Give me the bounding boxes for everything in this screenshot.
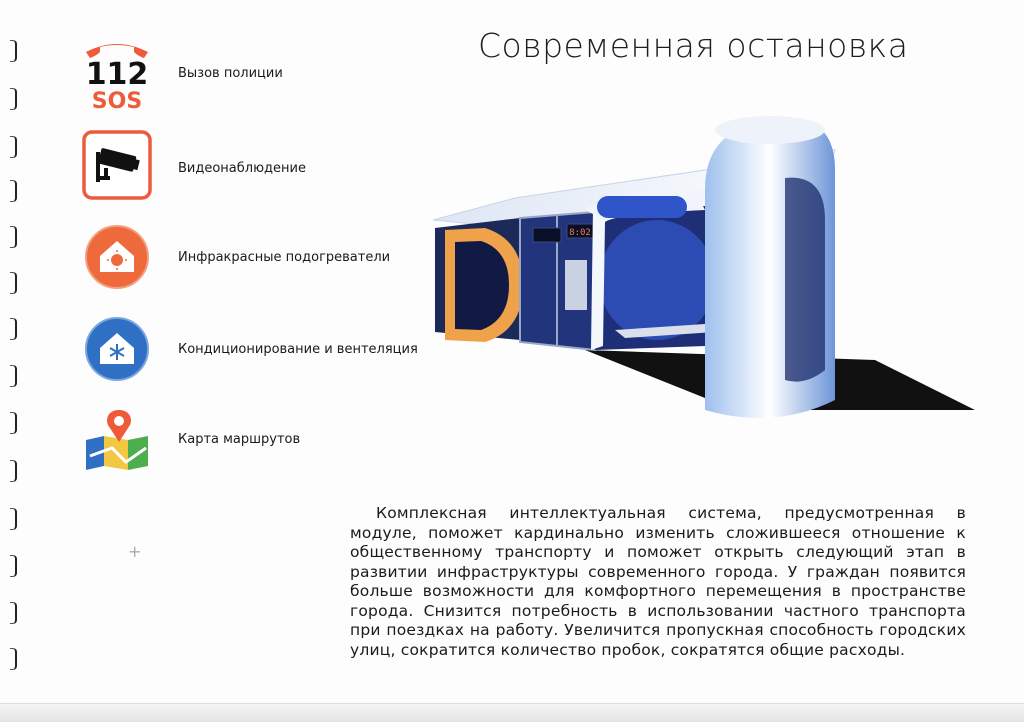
bus-stop-illustration bbox=[405, 110, 985, 440]
feature-label: Вызов полиции bbox=[178, 65, 283, 81]
heater-house-icon bbox=[82, 222, 152, 292]
sos-phone-icon bbox=[82, 38, 152, 108]
route-map-icon bbox=[82, 404, 152, 474]
spiral-binding bbox=[0, 0, 22, 722]
badge-112: 112 bbox=[85, 57, 149, 92]
registration-mark: + bbox=[128, 542, 142, 561]
feature-police-call bbox=[82, 38, 283, 108]
feature-label: Инфракрасные подогреватели bbox=[178, 249, 391, 265]
cctv-camera-icon bbox=[82, 130, 152, 200]
feature-label: Карта маршрутов bbox=[178, 431, 301, 447]
badge-sos: SOS bbox=[91, 89, 143, 110]
feature-video-surveillance bbox=[82, 130, 306, 200]
feature-label: Видеонаблюдение bbox=[178, 160, 306, 176]
page-edge bbox=[0, 703, 1024, 722]
feature-air-conditioning bbox=[82, 314, 418, 384]
stop-display: 8:02 bbox=[569, 228, 591, 238]
feature-infrared-heaters bbox=[82, 222, 390, 292]
snowflake-house-icon bbox=[82, 314, 152, 384]
description-paragraph: Комплексная интеллектуальная система, предусмотренная в модуле, поможет кардинально изменить сложившееся отношение к общественному транспорту и поможет открыть следующий этап в развитии инфраструктуры современного города. У граждан появится больше возможности для комфортного перемещения в пространстве города. Снизится потребность в использовании частного транспорта при поездках на работу. Увеличится пропускная способность городских улиц, сократится количество пробок, сократятся общие расходы. bbox=[350, 504, 966, 659]
page-title: Современная остановка bbox=[478, 26, 909, 65]
feature-label: Кондиционирование и вентеляция bbox=[178, 341, 418, 357]
feature-route-map bbox=[82, 404, 300, 474]
